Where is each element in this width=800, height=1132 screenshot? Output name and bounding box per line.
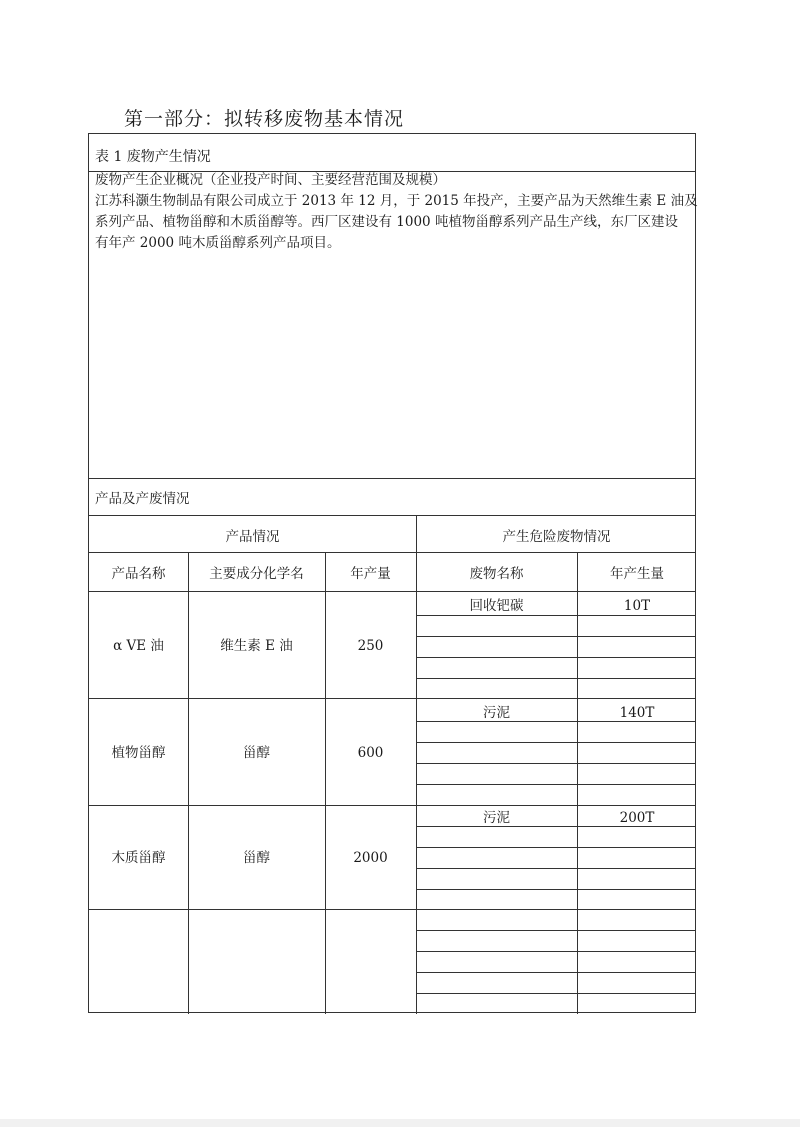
col-header-product-name: 产品名称 <box>111 566 166 582</box>
product-output: 2000 <box>353 850 388 866</box>
product-component: 甾醇 <box>243 745 270 761</box>
waste-name: 污泥 <box>483 810 510 826</box>
row-divider <box>89 805 695 806</box>
waste-amount: 10T <box>623 598 651 614</box>
table-caption: 表 1 废物产生情况 <box>95 149 211 165</box>
product-output: 600 <box>357 745 384 761</box>
product-component: 维生素 E 油 <box>220 638 293 654</box>
waste-form-table <box>88 133 696 1013</box>
col-divider <box>188 552 189 1014</box>
waste-amount: 200T <box>619 810 655 826</box>
overview-line: 系列产品、植物甾醇和木质甾醇等。西厂区建设有 1000 吨植物甾醇系列产品生产线，东厂区建设 <box>95 214 678 230</box>
col-divider <box>325 552 326 1014</box>
waste-name: 回收钯碳 <box>469 598 524 614</box>
product-name: 植物甾醇 <box>111 745 166 761</box>
company-overview <box>95 172 698 254</box>
waste-name: 污泥 <box>483 705 510 721</box>
waste-amount: 140T <box>619 705 655 721</box>
product-component: 甾醇 <box>243 850 270 866</box>
divider <box>89 515 695 516</box>
divider <box>89 552 695 553</box>
col-header-waste-amount: 年产生量 <box>610 566 664 582</box>
col-divider <box>416 515 417 1014</box>
col-divider <box>577 552 578 1014</box>
product-name: α VE 油 <box>113 638 164 654</box>
divider <box>89 478 695 479</box>
products-section-title: 产品及产废情况 <box>95 491 190 507</box>
product-name: 木质甾醇 <box>111 850 166 866</box>
overview-line: 江苏科灏生物制品有限公司成立于 2013 年 12 月，于 2015 年投产，主要产品为天然维生素 E 油及 <box>95 193 698 209</box>
col-header-waste-name: 废物名称 <box>469 566 524 582</box>
group-header-waste: 产生危险废物情况 <box>502 529 611 545</box>
overview-line: 有年产 2000 吨木质甾醇系列产品项目。 <box>95 235 341 251</box>
product-output: 250 <box>357 638 384 654</box>
overview-heading: 废物产生企业概况（企业投产时间、主要经营范围及规模） <box>95 172 446 188</box>
row-divider <box>89 909 695 910</box>
group-header-products: 产品情况 <box>225 529 280 545</box>
divider <box>89 591 695 592</box>
row-divider <box>89 698 695 699</box>
col-header-component: 主要成分化学名 <box>209 566 304 582</box>
section-title: 第一部分：拟转移废物基本情况 <box>124 108 405 130</box>
col-header-annual-output: 年产量 <box>350 566 391 582</box>
scan-edge <box>0 1119 800 1127</box>
